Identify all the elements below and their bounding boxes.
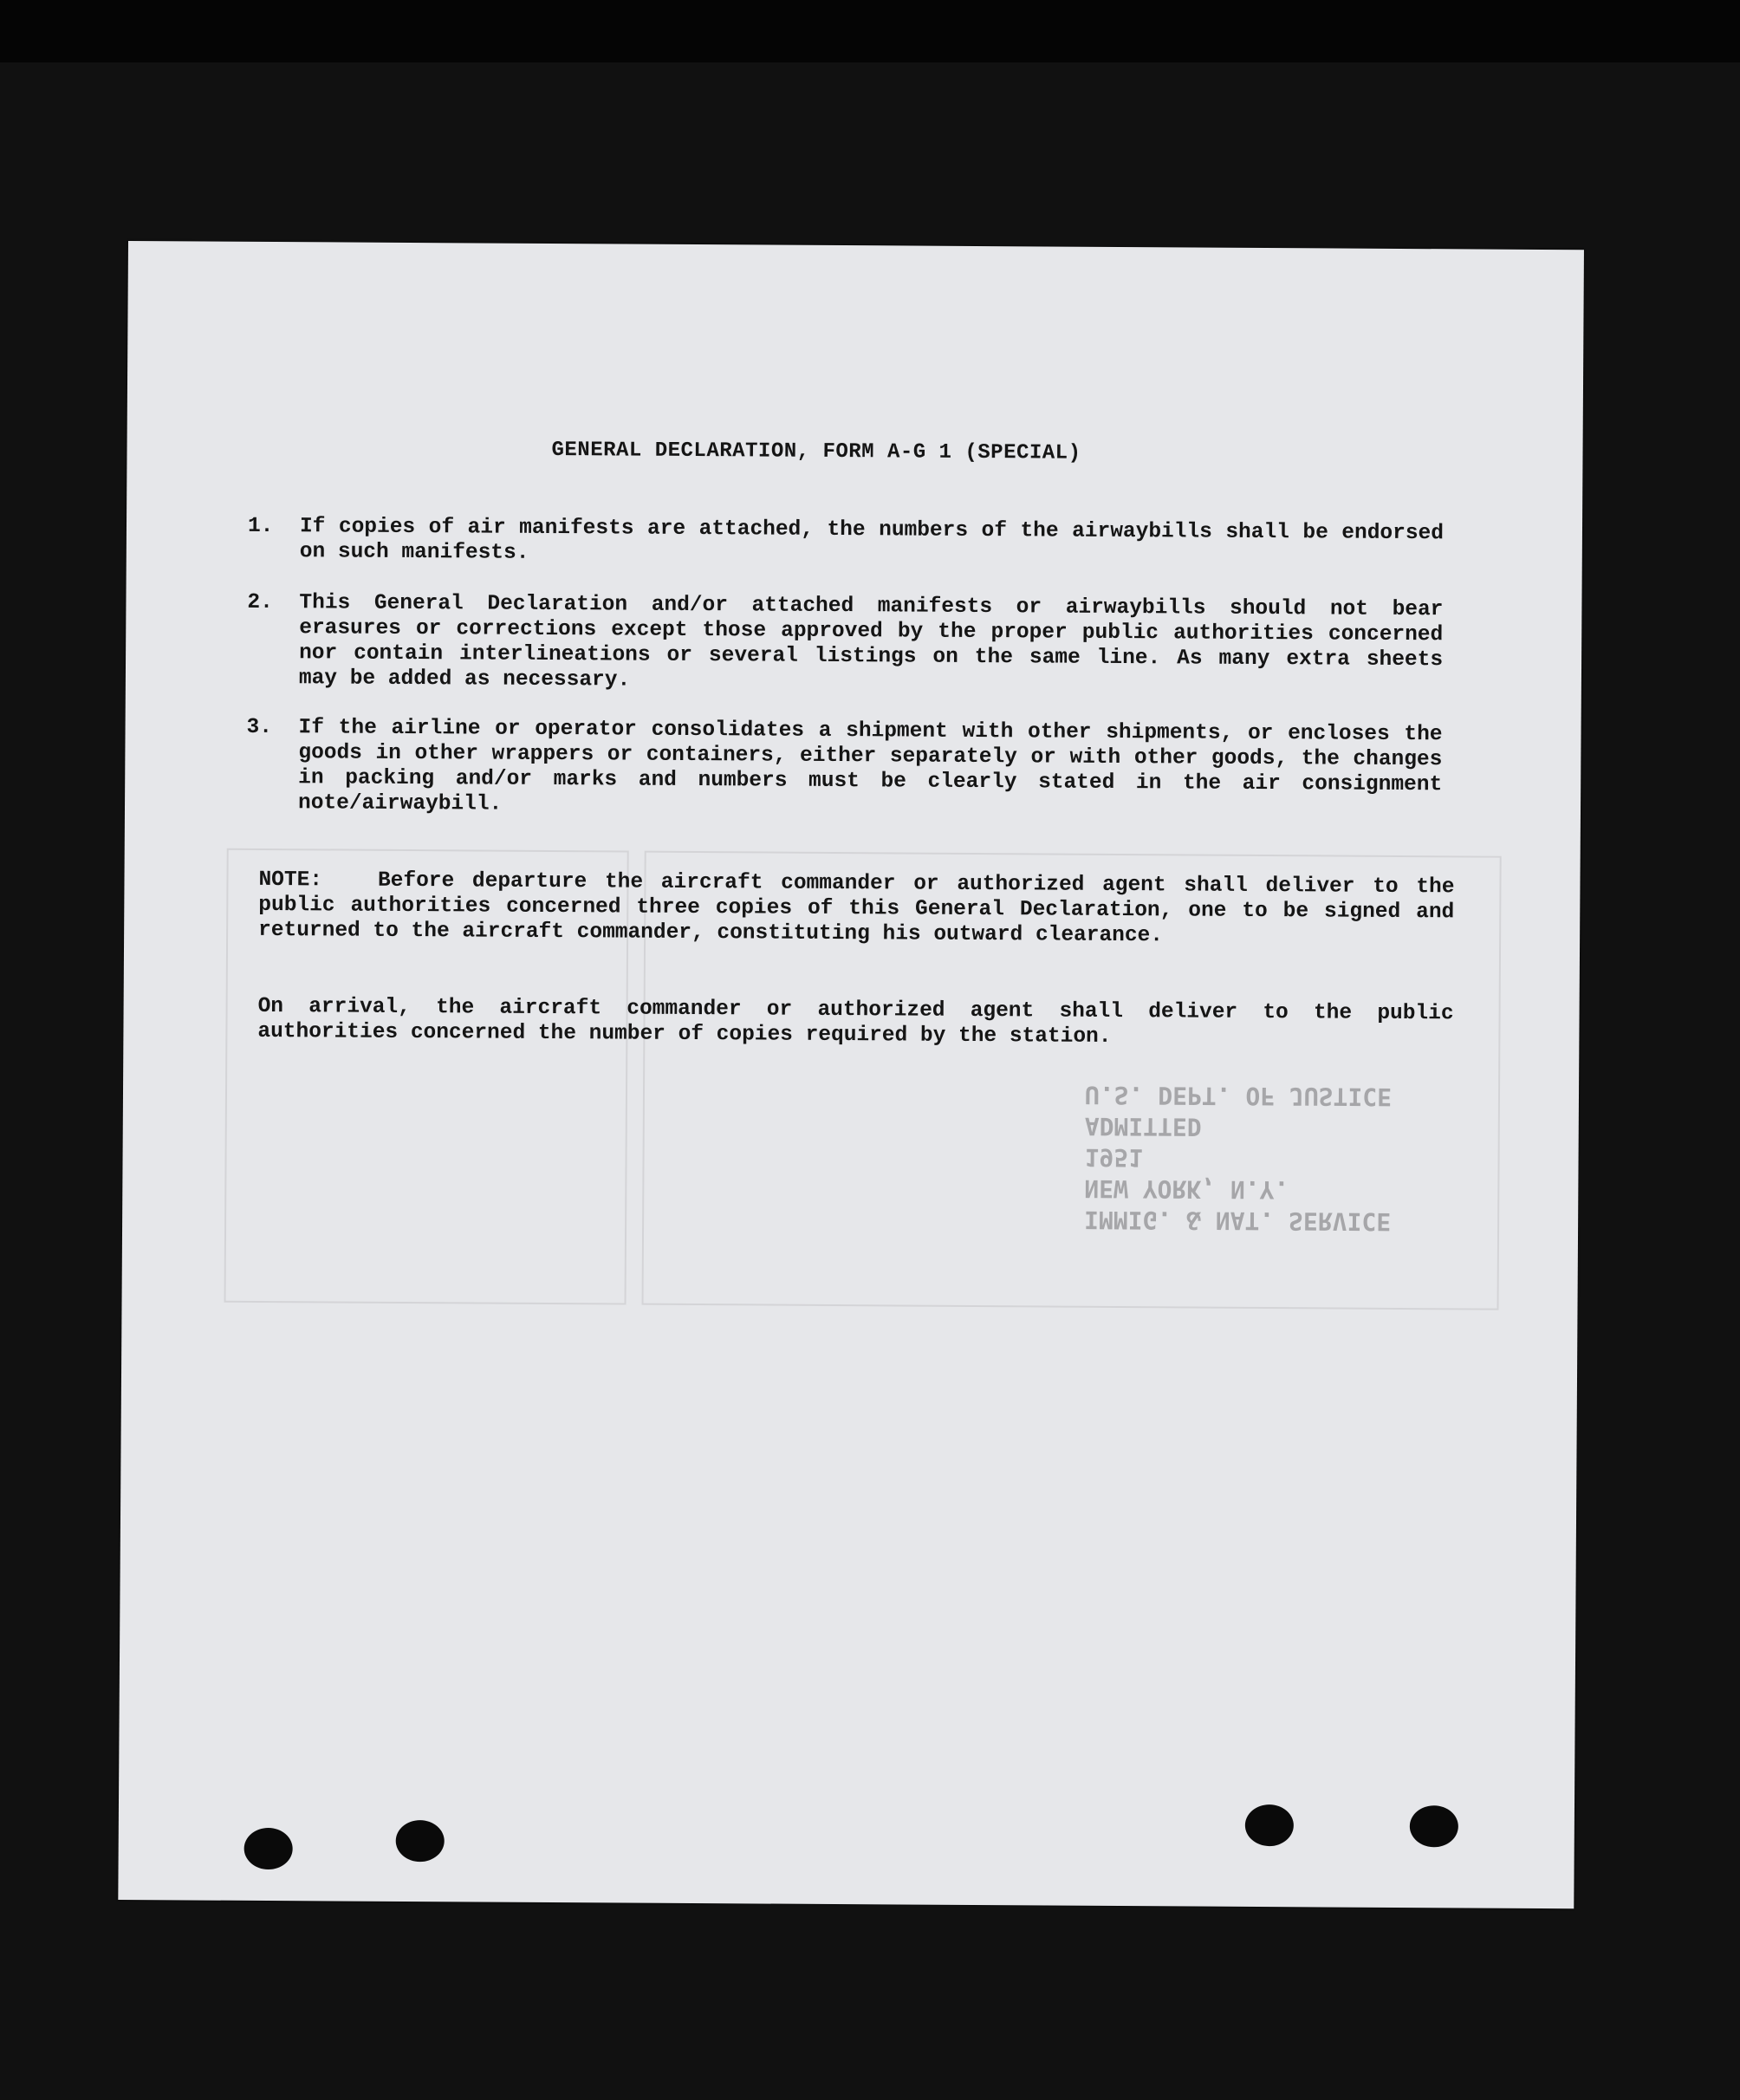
admission-stamp [1084, 1079, 1392, 1237]
document-title: GENERAL DECLARATION, FORM A-G 1 (SPECIAL) [551, 438, 1081, 465]
punch-hole [1245, 1804, 1294, 1846]
arrival-paragraph: On arrival, the aircraft commander or authorized agent shall deliver to the public authorities concerned the number of copies required by the station. [257, 994, 1454, 1049]
instruction-item-1 [248, 514, 1444, 571]
stamp-line: IMMIG. & NAT. SERVICE [1084, 1205, 1392, 1236]
item-text: This General Declaration and/or attached manifests or airwaybills should not bear erasures or corrections except those approved by the proper public authorities concerned nor contain interlineations or several listings on the same line. As many extra sheets may be added as necessary. [298, 591, 1444, 692]
note-paragraph [258, 868, 1455, 950]
punch-hole [396, 1820, 445, 1862]
note-text: Before departure the aircraft commander or authorized agent shall deliver to the public authorities concerned three copies of this General Declaration, one to be signed and returned to the aircraft commander, constituting his outward clearance. [258, 868, 1455, 948]
punch-hole [244, 1828, 293, 1869]
stamp-line: ADMITTED [1084, 1111, 1202, 1141]
item-text: If copies of air manifests are attached, the numbers of the airwaybills shall be endorsed on such manifests. [299, 515, 1445, 565]
item-number: 2. [247, 590, 273, 615]
item-number: 1. [247, 514, 274, 539]
film-top-band [0, 0, 1740, 62]
document-page [118, 241, 1584, 1908]
stamp-line: NEW YORK, N.Y. [1084, 1174, 1289, 1205]
item-number: 3. [246, 715, 273, 740]
item-text: If the airline or operator consolidates a shipment with other shipments, or encloses the goods in other wrappers or containers, either separately or with other goods, the changes in packing and/or marks and numbers must be clearly stated in the air consignment note/airwaybill. [297, 716, 1443, 816]
instruction-item-3 [246, 715, 1443, 822]
note-label: NOTE: [258, 868, 323, 893]
instruction-item-2 [247, 590, 1444, 698]
stamp-line: 1951 [1084, 1142, 1144, 1173]
punch-hole [1410, 1805, 1458, 1847]
stamp-line: U.S. DEPT. OF JUSTICE [1084, 1080, 1393, 1111]
